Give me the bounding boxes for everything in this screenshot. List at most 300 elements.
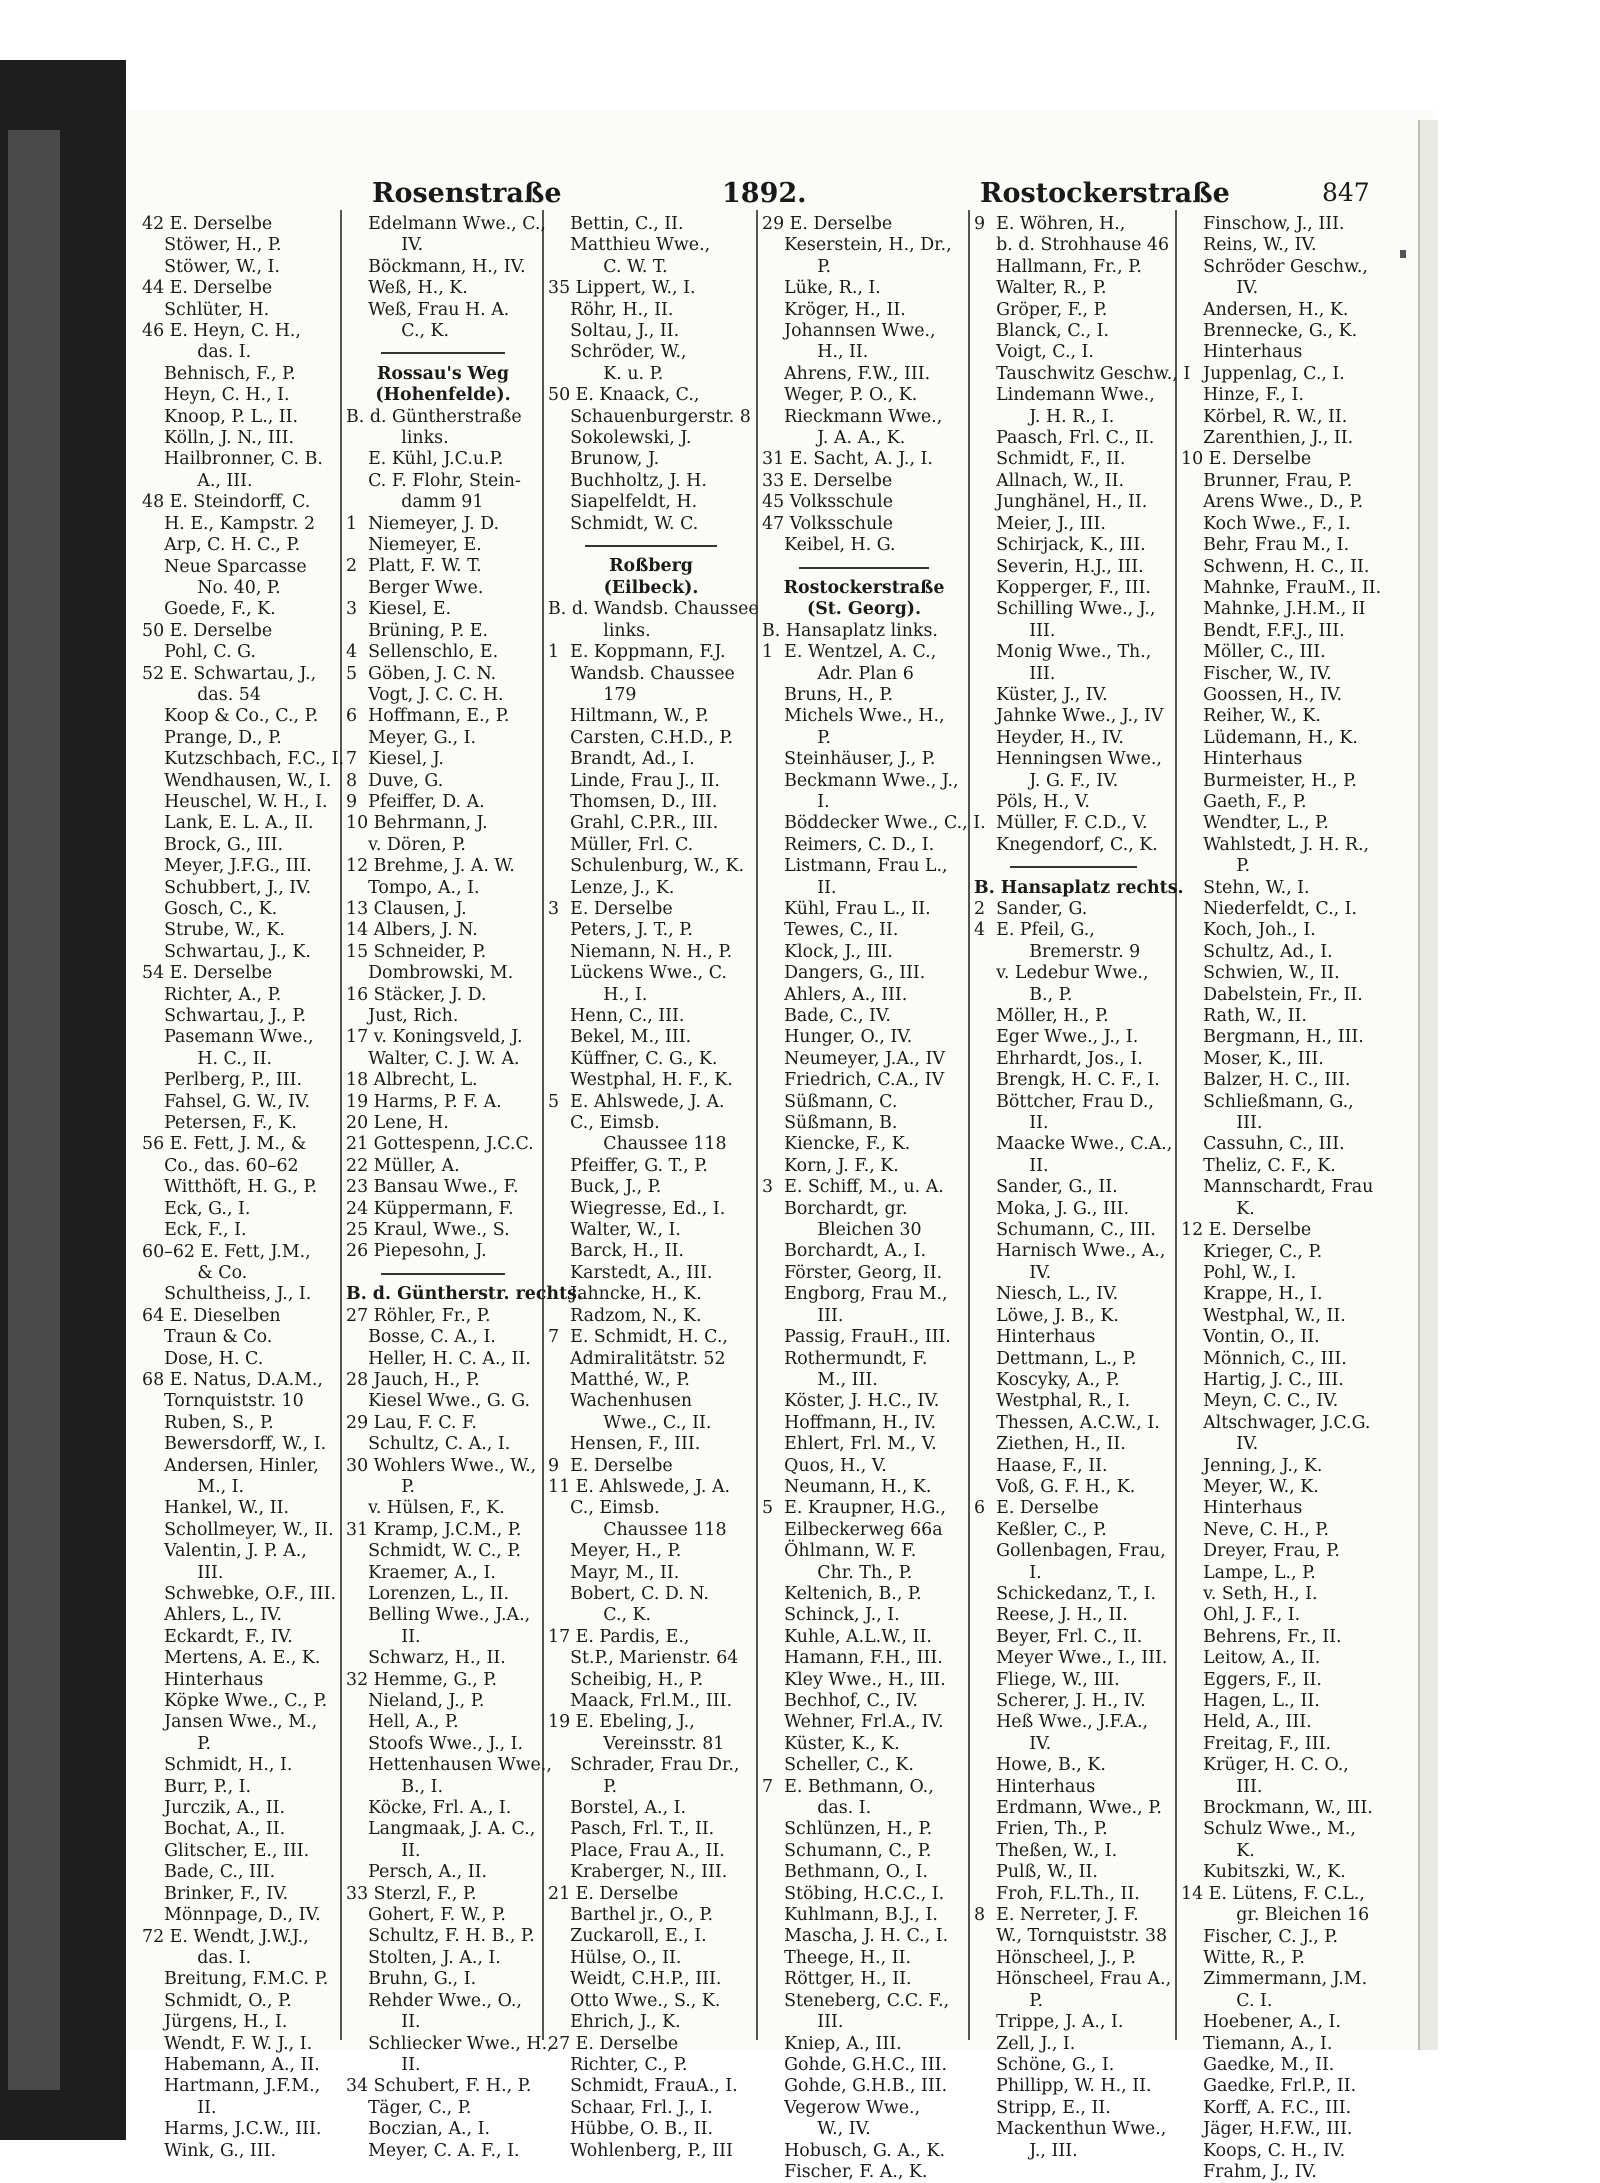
directory-entry: Walter, W., I. — [548, 1220, 681, 1241]
directory-entry: Pulß, W., II. — [974, 1862, 1098, 1883]
directory-entry: Schumann, C., P. — [762, 1840, 932, 1861]
directory-entry: 12 E. Derselbe — [1181, 1220, 1312, 1241]
directory-entry: Korn, J. F., K. — [762, 1155, 899, 1176]
spine-shadow — [8, 130, 60, 2090]
directory-entry: Schollmeyer, W., II. — [142, 1519, 334, 1540]
directory-entry: Wendter, L., P. — [1181, 813, 1329, 834]
directory-entry: Hinterhaus — [142, 1669, 264, 1690]
page-edge — [1418, 120, 1438, 2050]
directory-entry: Listmann, Frau L., — [762, 856, 948, 877]
directory-entry: C. W. T. — [548, 256, 668, 277]
directory-entry: K. — [1181, 1840, 1255, 1861]
directory-entry: Dreyer, Frau, P. — [1181, 1541, 1340, 1562]
directory-entry: B. d. Wandsb. Chaussee — [548, 599, 759, 620]
directory-entry: Severin, H.J., III. — [974, 556, 1144, 577]
directory-entry: Hankel, W., II. — [142, 1498, 289, 1519]
directory-entry: Hailbronner, C. B. — [142, 449, 323, 470]
directory-entry: Jurczik, A., II. — [142, 1798, 286, 1819]
directory-entry: 12 Brehme, J. A. W. — [346, 856, 515, 877]
directory-entry: Dangers, G., III. — [762, 963, 926, 984]
directory-entry: Hinterhaus — [1181, 1498, 1303, 1519]
directory-entry: Reese, J. H., II. — [974, 1605, 1128, 1626]
directory-entry: das. I. — [142, 342, 252, 363]
directory-entry: 50 E. Knaack, C., — [548, 385, 700, 406]
directory-entry: Wahlstedt, J. H. R., — [1181, 834, 1370, 855]
directory-entry: A., III. — [142, 470, 253, 491]
directory-entry: Kniep, A., III. — [762, 2033, 902, 2054]
directory-entry: Kuhle, A.L.W., II. — [762, 1626, 932, 1647]
directory-entry: 13 Clausen, J. — [346, 898, 467, 919]
directory-entry: 35 Lippert, W., I. — [548, 278, 696, 299]
directory-entry: 32 Hemme, G., P. — [346, 1669, 498, 1690]
section-heading: (St. Georg). — [806, 599, 922, 620]
directory-entry: Co., das. 60–62 — [142, 1155, 299, 1176]
directory-entry: Wendhausen, W., I. — [142, 770, 332, 791]
directory-entry: Röhr, H., II. — [548, 299, 674, 320]
directory-entry: Stoofs Wwe., J., I. — [346, 1733, 524, 1754]
year-heading: 1892. — [722, 178, 807, 209]
directory-entry: Perlberg, P., III. — [142, 1070, 303, 1091]
directory-entry: Schauenburgerstr. 8 — [548, 406, 751, 427]
directory-entry: Henn, C., III. — [548, 1006, 685, 1027]
directory-entry: 30 Wohlers Wwe., W., — [346, 1455, 537, 1476]
directory-entry: Jahnke Wwe., J., IV — [974, 706, 1164, 727]
directory-entry: 6 Hoffmann, E., P. — [346, 706, 510, 727]
directory-entry: III. — [762, 1305, 844, 1326]
directory-entry: Bruhn, G., I. — [346, 1969, 477, 1990]
directory-entry: Fischer, W., IV. — [1181, 663, 1332, 684]
directory-entry: H., II. — [762, 342, 869, 363]
directory-entry: Hartmann, J.F.M., — [142, 2076, 321, 2097]
directory-entry: H., I. — [548, 984, 648, 1005]
directory-entry: C. F. Flohr, Stein- — [346, 470, 521, 491]
directory-entry: Junghänel, H., II. — [974, 492, 1148, 513]
directory-entry: Hoffmann, H., IV. — [762, 1412, 937, 1433]
directory-entry: Pohl, C. G. — [142, 642, 256, 663]
directory-entry: 31 Kramp, J.C.M., P. — [346, 1519, 522, 1540]
directory-entry: Moser, K., III. — [1181, 1048, 1324, 1069]
directory-entry: Witthöft, H. G., P. — [142, 1177, 318, 1198]
section-rule — [974, 856, 1173, 877]
directory-entry: v. Seth, H., I. — [1181, 1584, 1318, 1604]
directory-entry: Schrader, Frau Dr., — [548, 1755, 740, 1776]
directory-entry: Rieckmann Wwe., — [762, 406, 943, 427]
directory-entry: Brandt, Ad., I. — [548, 749, 695, 770]
directory-entry: Wiegresse, Ed., I. — [548, 1198, 726, 1219]
section-heading: (Hohenfelde). — [375, 385, 511, 406]
directory-entry: Jürgens, H., I. — [142, 2012, 288, 2033]
directory-entry: Löwe, J. B., K. — [974, 1305, 1119, 1326]
directory-entry: I. — [762, 791, 830, 812]
directory-entry: 52 E. Schwartau, J., — [142, 663, 317, 684]
directory-entry: Schmidt, O., P. — [142, 1990, 292, 2011]
directory-entry: Gohde, G.H.B., III. — [762, 2076, 948, 2097]
directory-entry: 3 E. Schiff, M., u. A. — [762, 1177, 944, 1198]
directory-entry: Monig Wwe., Th., — [974, 642, 1152, 663]
directory-entry: 31 E. Sacht, A. J., I. — [762, 449, 933, 470]
directory-entry: 17 v. Koningsveld, J. — [346, 1027, 523, 1048]
directory-entry: 47 Volksschule — [762, 513, 894, 534]
directory-entry: Meier, J., III. — [974, 513, 1106, 534]
directory-entry: Knegendorf, C., K. — [974, 834, 1158, 855]
directory-entry: 179 — [548, 684, 637, 705]
directory-entry: Ziethen, H., II. — [974, 1434, 1126, 1455]
directory-entry: 1 E. Koppmann, F.J. — [548, 642, 726, 663]
directory-entry: IV. — [974, 1733, 1052, 1754]
left-street-heading: Rosenstraße — [372, 178, 562, 209]
directory-entry: Küster, K., K. — [762, 1733, 900, 1754]
directory-entry: Lüdemann, H., K. — [1181, 727, 1358, 748]
directory-entry: Admiralitätstr. 52 — [548, 1348, 726, 1369]
directory-entry: Reins, W., IV. — [1181, 235, 1317, 256]
directory-entry: Schinck, J., I. — [762, 1605, 900, 1626]
directory-entry: Valentin, J. P. A., — [142, 1541, 307, 1562]
directory-entry: Maack, Frl.M., III. — [548, 1691, 732, 1712]
directory-entry: links. — [346, 428, 449, 449]
directory-entry: Mertens, A. E., K. — [142, 1648, 321, 1669]
directory-entry: Pasemann Wwe., — [142, 1027, 314, 1048]
directory-entry: Kraemer, A., I. — [346, 1562, 496, 1583]
directory-entry: Niederfeldt, C., I. — [1181, 899, 1358, 919]
directory-entry: Buchholtz, J. H. — [548, 470, 707, 491]
directory-entry: Schirjack, K., III. — [974, 535, 1146, 556]
directory-entry: Jahncke, H., K. — [548, 1284, 702, 1305]
directory-entry: 54 E. Derselbe — [142, 963, 273, 984]
column-divider — [340, 210, 342, 2040]
directory-entry: Köpke Wwe., C., P. — [142, 1691, 328, 1712]
directory-entry: Hoebener, A., I. — [1181, 2012, 1341, 2033]
directory-entry: Bobert, C. D. N. — [548, 1583, 709, 1604]
directory-entry: Phillipp, W. H., II. — [974, 2076, 1152, 2097]
directory-entry: Schmidt, F., II. — [974, 449, 1126, 470]
directory-entry: Möller, H., P. — [974, 1006, 1109, 1027]
directory-entry: Kühl, Frau L., II. — [762, 898, 931, 919]
directory-entry: Schmidt, W. C., P. — [346, 1541, 522, 1562]
directory-entry: Mönnich, C., III. — [1181, 1348, 1347, 1369]
directory-entry: 26 Piepesohn, J. — [346, 1241, 487, 1262]
directory-entry: Voigt, C., I. — [974, 342, 1094, 363]
directory-entry: Behnisch, F., P. — [142, 363, 296, 384]
directory-entry: Schwebke, O.F., III. — [142, 1584, 337, 1604]
directory-entry: Beckmann Wwe., J., — [762, 770, 959, 791]
directory-entry: Steinhäuser, J., P. — [762, 749, 936, 770]
directory-entry: Freitag, F., III. — [1181, 1733, 1331, 1754]
directory-entry: P. — [548, 1776, 617, 1797]
directory-entry: Chr. Th., P. — [762, 1562, 913, 1583]
directory-entry: Carsten, C.H.D., P. — [548, 727, 734, 748]
directory-entry: Erdmann, Wwe., P. — [974, 1798, 1162, 1819]
directory-entry: Schultz, C. A., I. — [346, 1434, 511, 1455]
directory-entry: Hiltmann, W., P. — [548, 706, 709, 727]
directory-entry: Krüger, H. C. O., — [1181, 1755, 1349, 1776]
directory-entry: Schöne, G., I. — [974, 2054, 1115, 2075]
directory-entry: Heuschel, W. H., I. — [142, 791, 328, 812]
directory-entry: Schultz, F. H. B., P. — [346, 1926, 535, 1947]
directory-entry: 68 E. Natus, D.A.M., — [142, 1369, 323, 1390]
directory-entry: Soltau, J., II. — [548, 321, 680, 342]
directory-entry: Eger Wwe., J., I. — [974, 1027, 1139, 1048]
directory-entry: Knoop, P. L., II. — [142, 406, 299, 427]
directory-column-4 — [762, 214, 986, 2182]
directory-entry: Reiher, W., K. — [1181, 706, 1321, 727]
directory-entry: B., P. — [974, 984, 1073, 1005]
page-number: 847 — [1322, 178, 1370, 207]
directory-entry: Hunger, O., IV. — [762, 1027, 913, 1048]
directory-entry: Gaedke, M., II. — [1181, 2054, 1335, 2075]
directory-entry: 10 Behrmann, J. — [346, 813, 488, 834]
directory-entry: Eck, F., I. — [142, 1220, 247, 1241]
directory-entry: Ahlers, A., III. — [762, 984, 908, 1005]
directory-entry: Scheller, C., K. — [762, 1755, 914, 1776]
directory-entry: Müller, Frl. C. — [548, 834, 694, 855]
directory-entry: Meyer, J.F.G., III. — [142, 856, 312, 877]
directory-entry: Köster, J. H.C., IV. — [762, 1391, 940, 1412]
directory-entry: Brennecke, G., K. — [1181, 321, 1358, 342]
directory-entry: Wohlenberg, P., III — [548, 2140, 733, 2161]
directory-entry: III. — [142, 1562, 224, 1583]
directory-entry: Vontin, O., II. — [1181, 1327, 1320, 1348]
directory-entry: Rehder Wwe., O., — [346, 1990, 522, 2011]
directory-entry: Froh, F.L.Th., II. — [974, 1883, 1140, 1904]
directory-entry: P. — [346, 1476, 415, 1497]
directory-entry: Leitow, A., II. — [1181, 1648, 1321, 1669]
directory-entry: Krappe, H., I. — [1181, 1284, 1323, 1305]
directory-entry: 7 Kiesel, J. — [346, 749, 444, 770]
directory-entry: das. 54 — [142, 684, 261, 705]
directory-entry: Schmidt, FrauA., I. — [548, 2076, 738, 2097]
directory-entry: II. — [346, 1840, 421, 1861]
directory-entry: Thessen, A.C.W., I. — [974, 1412, 1160, 1433]
directory-entry: Vereinsstr. 81 — [548, 1733, 725, 1754]
directory-entry: P. — [974, 1990, 1043, 2011]
directory-entry: Förster, Georg, II. — [762, 1262, 943, 1283]
directory-entry: Zuckaroll, E., I. — [548, 1926, 707, 1947]
directory-entry: Reimers, C. D., I. — [762, 834, 935, 855]
directory-entry: Petersen, F., K. — [142, 1113, 297, 1134]
directory-entry: P. — [1181, 856, 1250, 877]
directory-entry: Neumeyer, J.A., IV — [762, 1048, 945, 1069]
directory-entry: 17 E. Pardis, E., — [548, 1626, 690, 1647]
directory-entry: III. — [762, 2012, 844, 2033]
directory-entry: Boczian, A., I. — [346, 2119, 490, 2140]
section-rule — [346, 1263, 540, 1284]
directory-entry: 33 Sterzl, F., P. — [346, 1883, 477, 1904]
directory-entry: Matthieu Wwe., — [548, 235, 711, 256]
directory-entry: B. Hansaplatz links. — [762, 620, 938, 641]
directory-entry: Maacke Wwe., C.A., — [974, 1134, 1173, 1155]
directory-entry: 20 Lene, H. — [346, 1113, 449, 1134]
directory-entry: Heyn, C. H., I. — [142, 385, 290, 406]
directory-entry: IV. — [1181, 1434, 1259, 1455]
directory-entry: Fahsel, G. W., IV. — [142, 1091, 311, 1112]
directory-entry: C., K. — [346, 321, 450, 342]
directory-entry: Schlüter, H. — [142, 299, 270, 320]
directory-entry: Bekel, M., III. — [548, 1027, 692, 1048]
directory-entry: Mascha, J. H. C., I. — [762, 1926, 949, 1947]
section-heading: Rossau's Weg — [376, 363, 510, 384]
directory-entry: Brüning, P. E. — [346, 620, 489, 641]
directory-entry: Hensen, F., III. — [548, 1434, 701, 1455]
directory-entry: Gaedke, Frl.P., II. — [1181, 2076, 1357, 2097]
directory-entry: 9 E. Wöhren, H., — [974, 214, 1126, 234]
directory-entry: Küster, J., IV. — [974, 684, 1108, 705]
directory-entry: Bewersdorff, W., I. — [142, 1434, 327, 1455]
directory-entry: Ehlert, Frl. M., V. — [762, 1434, 937, 1455]
directory-entry: Brockmann, W., III. — [1181, 1798, 1373, 1819]
directory-entry: Henningsen Wwe., — [974, 749, 1162, 770]
directory-entry: Kuhlmann, B.J., I. — [762, 1905, 938, 1926]
directory-entry: Scheibig, H., P. — [548, 1669, 704, 1690]
directory-entry: Zimmermann, J.M. — [1181, 1969, 1368, 1990]
directory-entry: II. — [346, 1626, 421, 1647]
directory-entry: Quos, H., V. — [762, 1455, 887, 1476]
directory-entry: Meyer, G., I. — [346, 727, 477, 748]
directory-entry: Kölln, J. N., III. — [142, 428, 294, 449]
directory-entry: Barck, H., II. — [548, 1241, 684, 1262]
directory-entry: 18 Albrecht, L. — [346, 1070, 478, 1091]
directory-entry: Lückens Wwe., C. — [548, 963, 727, 984]
directory-entry: Habemann, A., II. — [142, 2054, 320, 2075]
directory-entry: Bergmann, H., III. — [1181, 1027, 1364, 1048]
directory-entry: Hinterhaus — [974, 1327, 1096, 1348]
directory-entry: II. — [974, 1155, 1049, 1176]
directory-entry: 27 Röhler, Fr., P. — [346, 1305, 491, 1326]
directory-entry: H. C., II. — [142, 1048, 273, 1069]
directory-entry: Öhlmann, W. F. — [762, 1541, 917, 1562]
directory-entry: 48 E. Steindorff, C. — [142, 492, 311, 513]
directory-entry: Witte, R., P. — [1181, 1947, 1305, 1968]
directory-entry: Richter, C., P. — [548, 2054, 688, 2075]
directory-entry: Howe, B., K. — [974, 1755, 1106, 1776]
directory-entry: Mönnpage, D., IV. — [142, 1905, 321, 1926]
directory-entry: Krieger, C., P. — [1181, 1241, 1323, 1262]
directory-entry: 14 Albers, J. N. — [346, 920, 478, 941]
directory-column-5 — [974, 214, 1191, 2161]
directory-entry: Just, Rich. — [346, 1006, 459, 1027]
directory-entry: Balzer, H. C., III. — [1181, 1070, 1351, 1091]
directory-entry: Jansen Wwe., M., — [142, 1712, 318, 1733]
directory-entry: II. — [346, 2054, 421, 2075]
directory-entry: Moka, J. G., III. — [974, 1198, 1130, 1219]
directory-entry: Weß, Frau H. A. — [346, 299, 510, 320]
directory-entry: Arp, C. H. C., P. — [142, 535, 301, 556]
directory-entry: Mackenthun Wwe., — [974, 2119, 1167, 2140]
directory-entry: III. — [974, 663, 1056, 684]
directory-entry: Beyer, Frl. C., II. — [974, 1626, 1143, 1647]
directory-entry: Ehrhardt, Jos., I. — [974, 1048, 1143, 1069]
directory-entry: Sokolewski, J. — [548, 428, 692, 449]
directory-entry: Jäger, H.F.W., III. — [1181, 2119, 1353, 2140]
directory-entry: Schulz Wwe., M., — [1181, 1819, 1356, 1840]
directory-entry: J. G. F., IV. — [974, 770, 1119, 791]
directory-entry: 6 E. Derselbe — [974, 1498, 1099, 1519]
directory-entry: Harms, J.C.W., III. — [142, 2119, 322, 2140]
directory-entry: Lank, E. L. A., II. — [142, 813, 314, 834]
directory-entry: Chaussee 118 — [548, 1134, 727, 1155]
directory-entry: Klock, J., III. — [762, 941, 893, 962]
directory-entry: Röttger, H., II. — [762, 1969, 912, 1990]
section-rule — [346, 342, 540, 363]
directory-entry: & Co. — [142, 1262, 248, 1283]
directory-entry: Peters, J. T., P. — [548, 920, 693, 941]
directory-entry: 1 Niemeyer, J. D. — [346, 513, 500, 534]
directory-entry: 15 Schneider, P. — [346, 941, 487, 962]
directory-entry: Allnach, W., II. — [974, 470, 1125, 491]
directory-entry: Prange, D., P. — [142, 727, 282, 748]
directory-entry: Arens Wwe., D., P. — [1181, 492, 1364, 513]
directory-entry: Bethmann, O., I. — [762, 1862, 928, 1883]
directory-entry: Schilling Wwe., J., — [974, 599, 1156, 620]
directory-entry: Bade, C., IV. — [762, 1006, 891, 1027]
directory-entry: 27 E. Derselbe — [548, 2033, 679, 2054]
directory-entry: Vogt, J. C. C. H. — [346, 684, 504, 705]
directory-entry: Zell, J., I. — [974, 2033, 1076, 2054]
directory-entry: Bettin, C., II. — [548, 214, 684, 234]
directory-entry: Karstedt, A., III. — [548, 1262, 713, 1283]
directory-column-2 — [346, 214, 583, 2161]
directory-entry: das. I. — [762, 1798, 872, 1819]
directory-entry: Schulenburg, W., K. — [548, 856, 744, 877]
directory-entry: Böttcher, Frau D., — [974, 1091, 1154, 1112]
directory-entry: Zarenthien, J., II. — [1181, 428, 1354, 449]
directory-entry: Kröger, H., II. — [762, 299, 906, 320]
directory-entry: 14 E. Lütens, F. C.L., — [1181, 1883, 1365, 1904]
directory-entry: Schumann, C., III. — [974, 1220, 1156, 1241]
directory-entry: Böddecker Wwe., C., I. — [762, 813, 986, 834]
directory-entry: Wandsb. Chaussee — [548, 663, 735, 684]
directory-entry: Kutzschbach, F.C., I. — [142, 749, 344, 770]
directory-entry: Stöwer, H., P. — [142, 235, 282, 256]
directory-entry: Blanck, C., I. — [974, 321, 1110, 342]
directory-entry: 8 Duve, G. — [346, 770, 444, 791]
directory-entry: Wachenhusen — [548, 1391, 693, 1412]
directory-entry: Mahnke, FrauM., II. — [1181, 577, 1382, 598]
column-divider — [756, 210, 758, 2040]
directory-entry: Gaeth, F., P. — [1181, 791, 1307, 812]
directory-entry: I. — [974, 1562, 1042, 1583]
book-spine — [0, 60, 126, 2140]
directory-entry: Hallmann, Fr., P. — [974, 256, 1142, 277]
section-rule — [762, 557, 966, 578]
directory-entry: Mahnke, J.H.M., II — [1181, 599, 1366, 620]
directory-entry: 29 E. Derselbe — [762, 214, 893, 234]
directory-entry: 22 Müller, A. — [346, 1155, 460, 1176]
directory-entry: J. H. R., I. — [974, 406, 1115, 427]
directory-entry: Brunner, Frau, P. — [1181, 470, 1353, 491]
directory-entry: Mayr, M., II. — [548, 1562, 680, 1583]
directory-entry: Köcke, Frl. A., I. — [346, 1798, 512, 1819]
directory-entry: Schliecker Wwe., H., — [346, 2033, 553, 2054]
directory-entry: Fischer, F. A., K. — [762, 2161, 928, 2182]
directory-entry: Berger Wwe. — [346, 577, 484, 598]
directory-entry: Finschow, J., III. — [1181, 214, 1345, 234]
directory-entry: Persch, A., II. — [346, 1862, 487, 1883]
directory-entry: Hönscheel, J., P. — [974, 1947, 1136, 1968]
directory-entry: Place, Frau A., II. — [548, 1840, 725, 1861]
directory-entry: Hinterhaus — [1181, 749, 1303, 770]
directory-entry: Glitscher, E., III. — [142, 1840, 310, 1861]
directory-entry: Bade, C., III. — [142, 1862, 276, 1883]
directory-entry: Bleichen 30 — [762, 1220, 922, 1241]
directory-entry: Tompo, A., I. — [346, 877, 480, 898]
directory-entry: II. — [974, 1113, 1049, 1134]
directory-entry: Held, A., III. — [1181, 1712, 1312, 1733]
directory-entry: 21 E. Derselbe — [548, 1883, 679, 1904]
directory-entry: 9 E. Derselbe — [548, 1455, 673, 1476]
directory-entry: Meyer, H., P. — [548, 1541, 682, 1562]
directory-entry: No. 40, P. — [142, 577, 281, 598]
directory-entry: II. — [762, 877, 837, 898]
